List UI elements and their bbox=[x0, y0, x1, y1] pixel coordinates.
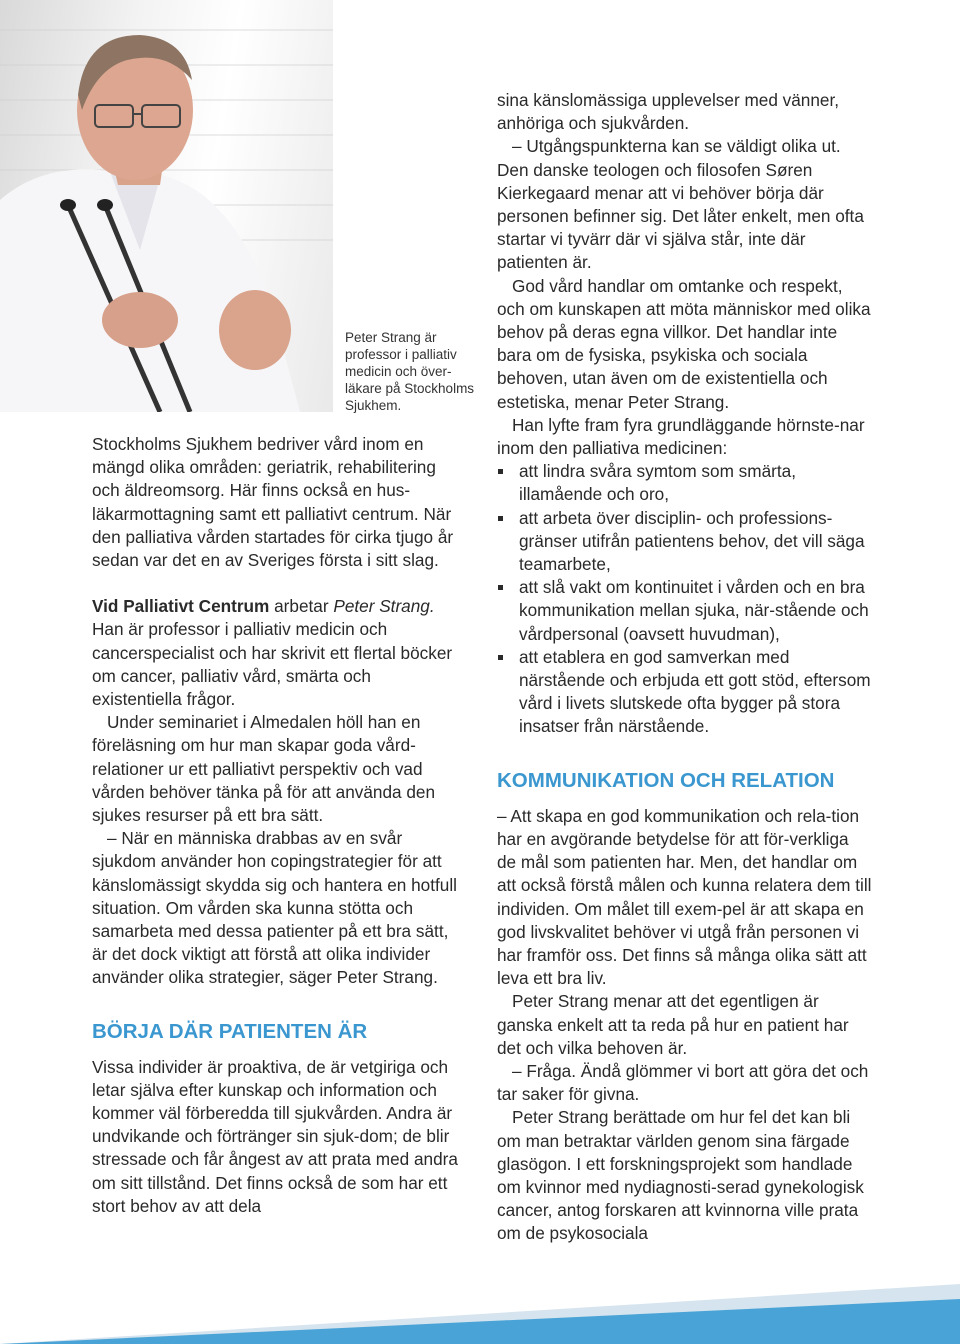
list-item: att arbeta över disciplin- och professions-gränser utifrån patientens behov, det vill säga teamarbete, bbox=[497, 507, 872, 577]
body-paragraph: Peter Strang berättade om hur fel det kan bli om man betraktar världen genom sina färgade glasögon. I ett forskningsprojekt som handlade om kvinnor med nydiagnosti-serad gynekologisk cancer, antog forskaren att kvinnorna ville prata om de psykosociala bbox=[497, 1107, 864, 1244]
lead-in-name: Peter Strang. bbox=[333, 596, 435, 617]
list-item: att lindra svåra symtom som smärta, illamående och oro, bbox=[497, 460, 872, 506]
lead-in-bold: Vid Palliativt Centrum bbox=[92, 596, 270, 617]
quote-paragraph: – Att skapa en god kommunikation och rela-tion har en avgörande betydelse för att för-verkliga de mål som patienten har. Men, det handlar om att också förstå målen och kunna relatera dem till individen. Om målet till exem-pel är att skapa en god livskvalitet behöver vi utgå från personen vi har framför oss. Det finns så många olika sätt att leva ett bra liv. bbox=[497, 805, 872, 989]
lead-paragraph bbox=[92, 595, 464, 711]
cornerstone-list bbox=[497, 460, 872, 738]
intro-paragraph: Stockholms Sjukhem bedriver vård inom en mängd olika områden: geriatrik, rehabilitering och äldreomsorg. Här finns också en hus-läkarmottagning samt ett palliativt centrum. När den palliativa vården startades för cirka tjugo år sedan var det en av Sveriges första i sitt slag. bbox=[92, 434, 454, 571]
speaker-photo-illustration bbox=[0, 0, 333, 412]
quote-paragraph: – När en människa drabbas av en svår sjukdom använder hon copingstrategier för att känslomässigt skydda sig och hantera en hotfull situation. Om vården ska kunna stötta och samarbeta med dessa patienter på ett bra sätt, är det dock viktigt att förstå att olika individer använder olika strategier, säger Peter Strang. bbox=[92, 828, 457, 988]
lead-paragraph-rest: Han är professor i palliativ medicin och cancerspecialist och har skrivit ett flertal böcker om cancer, palliativ vård, smärta och existentiella frågor. bbox=[92, 619, 453, 710]
body-paragraph: God vård handlar om omtanke och respekt, och om kunskapen att möta människor med olika behov på deras egna villkor. Det handlar inte bara om de fysiska, psykiska och sociala behoven, utan även om de existentiella och estetiska, menar Peter Strang. bbox=[497, 275, 871, 412]
list-item: att slå vakt om kontinuitet i vården och en bra kommunikation mellan sjuka, när-stående och vårdpersonal (oavsett huvudman), bbox=[497, 576, 872, 646]
lead-in-verb: arbetar bbox=[269, 596, 334, 617]
left-column bbox=[92, 433, 464, 1218]
body-paragraph: Han lyfte fram fyra grundläggande hörnste-nar inom den palliativa medicinen: bbox=[497, 414, 865, 459]
photo-caption: Peter Strang är professor i palliativ medicin och över-läkare på Stockholms Sjukhem. bbox=[345, 330, 475, 413]
speaker-photo bbox=[0, 0, 333, 412]
decorative-bottom-band bbox=[0, 1274, 960, 1344]
right-column bbox=[497, 89, 872, 1246]
quote-paragraph: – Utgångspunkterna kan se väldigt olika ut. Den danske teologen och filosofen Søren Kierkegaard menar att vi behöver börja där personen befinner sig. Det låter enkelt, men ofta startar vi tyvärr där vi själva står, inte där patienten är. bbox=[497, 136, 864, 273]
body-paragraph: Peter Strang menar att det egentligen är ganska enkelt att ta reda på hur en patient har det och vilka behoven är. bbox=[497, 991, 849, 1058]
list-item: att etablera en god samverkan med närstående och erbjuda ett gott stöd, eftersom vård i livets slutskede ofta bygger på stora insatser från närstående. bbox=[497, 646, 872, 739]
body-paragraph: Vissa individer är proaktiva, de är vetgiriga och letar själva efter kunskap och information och kommer väl förberedda till sjukvården. Andra är undvikande och förtränger sin sjuk-dom; de blir stressade och får ångest av att prata med andra om sitt tillstånd. Det finns också de som har ett stort behov av att dela bbox=[92, 1056, 458, 1216]
body-paragraph: Under seminariet i Almedalen höll han en föreläsning om hur man skapar goda vård-relationer ur ett palliativt perspektiv och vad vården behöver tänka på för att använda den sjukes resurser på ett bra sätt. bbox=[92, 712, 436, 826]
quote-paragraph: – Fråga. Ändå glömmer vi bort att göra det och tar saker för givna. bbox=[497, 1060, 869, 1105]
paragraph-gap bbox=[92, 572, 464, 595]
body-paragraph: sina känslomässiga upplevelser med vänner, anhöriga och sjukvården. bbox=[497, 90, 840, 134]
section-heading: KOMMUNIKATION OCH RELATION bbox=[497, 768, 835, 792]
section-heading: BÖRJA DÄR PATIENTEN ÄR bbox=[92, 1019, 368, 1043]
